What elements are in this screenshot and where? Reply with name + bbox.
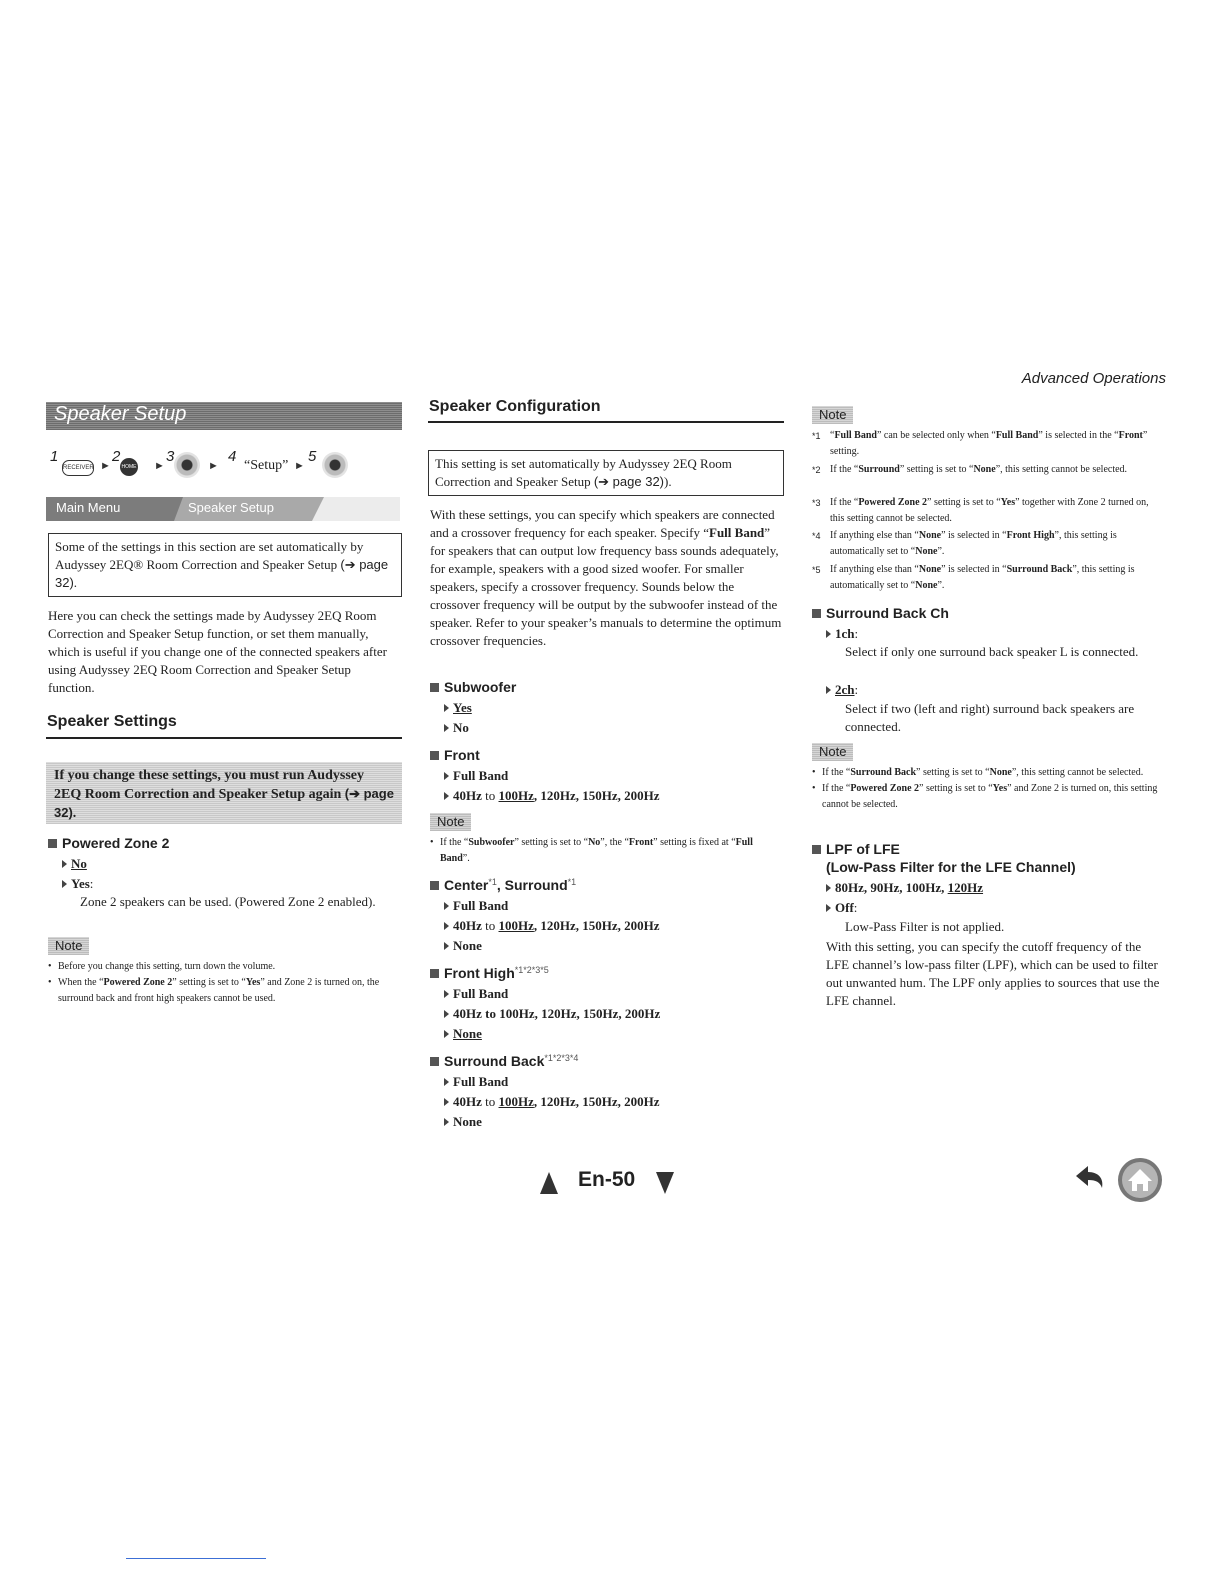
subwoofer-heading: Subwoofer [430,679,516,695]
step-5-number: 5 [308,448,317,465]
option-cutoff-frequencies: 80Hz, 90Hz, 100Hz, 120Hz [826,880,983,896]
receiver-button-icon: RECEIVER [62,460,94,476]
note-list [812,765,1162,813]
option-no: No [444,720,469,736]
step-4-number: 4 [228,448,237,465]
breadcrumb-speaker-setup: Speaker Setup [188,500,275,515]
auto-setting-notice: This setting is set automatically by Audyssey 2EQ Room Correction and Speaker Setup (➔ page 32)). [428,450,784,496]
option-yes: Yes: [62,876,93,892]
step-1-number: 1 [50,448,59,465]
enter-dial-icon [322,452,348,478]
page-number: En-50 [578,1168,636,1191]
arrow-icon: ► [100,460,111,472]
arrow-icon: ► [208,460,219,472]
previous-page-icon[interactable] [540,1172,558,1194]
breadcrumb [46,497,400,521]
speaker-configuration-heading: Speaker Configuration [429,398,601,415]
triangle-bullet-icon [62,880,67,888]
square-bullet-icon [48,839,57,848]
triangle-bullet-icon [444,902,449,910]
option-full-band: Full Band [444,1074,508,1090]
triangle-bullet-icon [444,1078,449,1086]
triangle-bullet-icon [444,1010,449,1018]
option-none: None [444,1114,482,1130]
triangle-bullet-icon [444,1098,449,1106]
note-badge: Note [812,406,853,424]
navigation-steps [48,448,368,484]
square-bullet-icon [430,881,439,890]
triangle-bullet-icon [444,922,449,930]
cursor-dial-icon [174,452,200,478]
front-heading: Front [430,747,480,763]
lpf-of-lfe-heading: LPF of LFE [812,841,900,857]
note-badge: Note [812,743,853,761]
setup-label: “Setup” [244,458,289,473]
triangle-bullet-icon [62,860,67,868]
page-reference-link[interactable]: (➔ page 32) [593,474,664,489]
page-navigation [540,1168,680,1198]
auto-setting-notice: Some of the settings in this section are set automatically by Audyssey 2EQ® Room Correction and Speaker Setup (➔ page 32). [48,533,402,597]
square-bullet-icon [430,683,439,692]
triangle-bullet-icon [444,1030,449,1038]
note-item: • If the “Surround Back” setting is set to “None”, this setting cannot be selected. [812,765,1162,781]
step-2-number: 2 [112,448,121,465]
square-bullet-icon [430,969,439,978]
square-bullet-icon [812,609,821,618]
breadcrumb-main-menu: Main Menu [56,500,121,515]
configuration-intro: With these settings, you can specify which speakers are connected and a crossover frequency for each speaker. Specify “Full Band” for speakers that can output low frequency bass sounds adequately, for example, speakers with a good sized woofer. For smaller speakers, specify a crossover frequency. Sounds below the crossover frequency will be output by the subwoofer instead of the speaker. Refer to your speaker’s manuals to determine the optimum crossover frequencies. [430,507,782,648]
option-yes: Yes [444,700,472,716]
square-bullet-icon [812,845,821,854]
option-full-band: Full Band [444,898,508,914]
home-button-icon: HOME [120,458,138,476]
triangle-bullet-icon [444,942,449,950]
note-badge: Note [48,937,89,955]
triangle-bullet-icon [444,1118,449,1126]
option-crossover-frequencies: 40Hz to 100Hz, 120Hz, 150Hz, 200Hz [444,1094,660,1110]
lpf-body: With this setting, you can specify the cutoff frequency of the LFE channel’s low-pass filter (LPF), which can be used to filter out unwanted hum. The LPF only applies to sources that use the LFE channel. [826,939,1160,1008]
speaker-setup-title-bar [46,402,402,430]
powered-zone2-heading: Powered Zone 2 [48,835,169,851]
option-none: None [444,938,482,954]
triangle-bullet-icon [826,686,831,694]
footnote-3: *3 If the “Powered Zone 2” setting is set to “Yes” together with Zone 2 turned on, this setting cannot be selected. [812,497,1149,524]
heading-rule [46,737,402,739]
bottom-divider [126,1558,266,1559]
triangle-bullet-icon [826,904,831,912]
note-item: • If the “Subwoofer” setting is set to “No”, the “Front” setting is fixed at “Full Band”. [430,835,784,867]
option-off: Off: [826,900,857,916]
lpf-subheading: (Low-Pass Filter for the LFE Channel) [826,859,1076,875]
footnote-4: *4 If anything else than “None” is selected in “Front High”, this setting is automatically set to “None”. [812,530,1117,557]
note-list [430,835,784,867]
option-full-band: Full Band [444,768,508,784]
next-page-icon[interactable] [656,1172,674,1194]
note-item: • Before you change this setting, turn down the volume. [48,959,402,975]
triangle-bullet-icon [826,884,831,892]
arrow-icon: ► [154,460,165,472]
front-high-heading: Front High$^{*1*2*3*5}$ [430,965,549,981]
option-off-description: Low-Pass Filter is not applied. [845,919,1005,934]
note-item: • If the “Powered Zone 2” setting is set to “Yes” and Zone 2 is turned on, this setting cannot be selected. [812,781,1162,813]
intro-paragraph: Here you can check the settings made by Audyssey 2EQ Room Correction and Speaker Setup function, or set them manually, which is useful if you change one of the connected speakers after using Audyssey 2EQ Room Correction and Speaker Setup function. [48,608,387,695]
option-1ch-description: Select if only one surround back speaker L is connected. [845,644,1139,659]
option-2ch-description: Select if two (left and right) surround back speakers are connected. [845,701,1135,734]
option-crossover-frequencies: 40Hz to 100Hz, 120Hz, 150Hz, 200Hz [444,788,660,804]
arrow-icon: ► [294,460,305,472]
option-yes-description: Zone 2 speakers can be used. (Powered Zone 2 enabled). [80,894,376,909]
page-title: Speaker Setup [54,403,187,425]
triangle-bullet-icon [444,990,449,998]
warning-box: If you change these settings, you must run Audyssey 2EQ Room Correction and Speaker Setup again (➔ page 32). [46,762,402,824]
page-reference-link[interactable]: (➔ page 32) [54,786,394,820]
footnote-1: *1 “Full Band” can be selected only when “Full Band” is selected in the “Front” setting. [812,430,1148,457]
note-badge: Note [430,813,471,831]
footnote-2: *2 If the “Surround” setting is set to “None”, this setting cannot be selected. [812,464,1128,475]
option-2ch: 2ch: [826,682,858,698]
triangle-bullet-icon [826,630,831,638]
triangle-bullet-icon [444,704,449,712]
triangle-bullet-icon [444,792,449,800]
option-crossover-frequencies: 40Hz to 100Hz, 120Hz, 150Hz, 200Hz [444,918,660,934]
surround-back-ch-heading: Surround Back Ch [812,605,949,621]
note-list [48,959,402,1007]
section-header: Advanced Operations [1021,370,1166,387]
back-arrow-icon[interactable] [1068,1158,1108,1198]
option-crossover-frequencies: 40Hz to 100Hz, 120Hz, 150Hz, 200Hz [444,1006,660,1022]
note-item: • When the “Powered Zone 2” setting is set to “Yes” and Zone 2 is turned on, the surround back and front high speakers cannot be used. [48,975,402,1007]
home-icon[interactable] [1116,1156,1164,1204]
speaker-settings-heading: Speaker Settings [47,713,177,730]
page-reference-link[interactable]: (➔ page 32) [55,557,389,590]
center-surround-heading: Center$^{*1}$, Surround$^{*1}$ [430,877,576,893]
square-bullet-icon [430,751,439,760]
triangle-bullet-icon [444,724,449,732]
surround-back-heading: Surround Back$^{*1*2*3*4}$ [430,1053,578,1069]
step-3-number: 3 [166,448,175,465]
heading-rule [428,421,784,423]
option-full-band: Full Band [444,986,508,1002]
option-1ch: 1ch: [826,626,858,642]
square-bullet-icon [430,1057,439,1066]
option-no: No [62,856,87,872]
footnote-5: *5 If anything else than “None” is selected in “Surround Back”, this setting is automatically set to “None”. [812,564,1135,591]
triangle-bullet-icon [444,772,449,780]
option-none: None [444,1026,482,1042]
